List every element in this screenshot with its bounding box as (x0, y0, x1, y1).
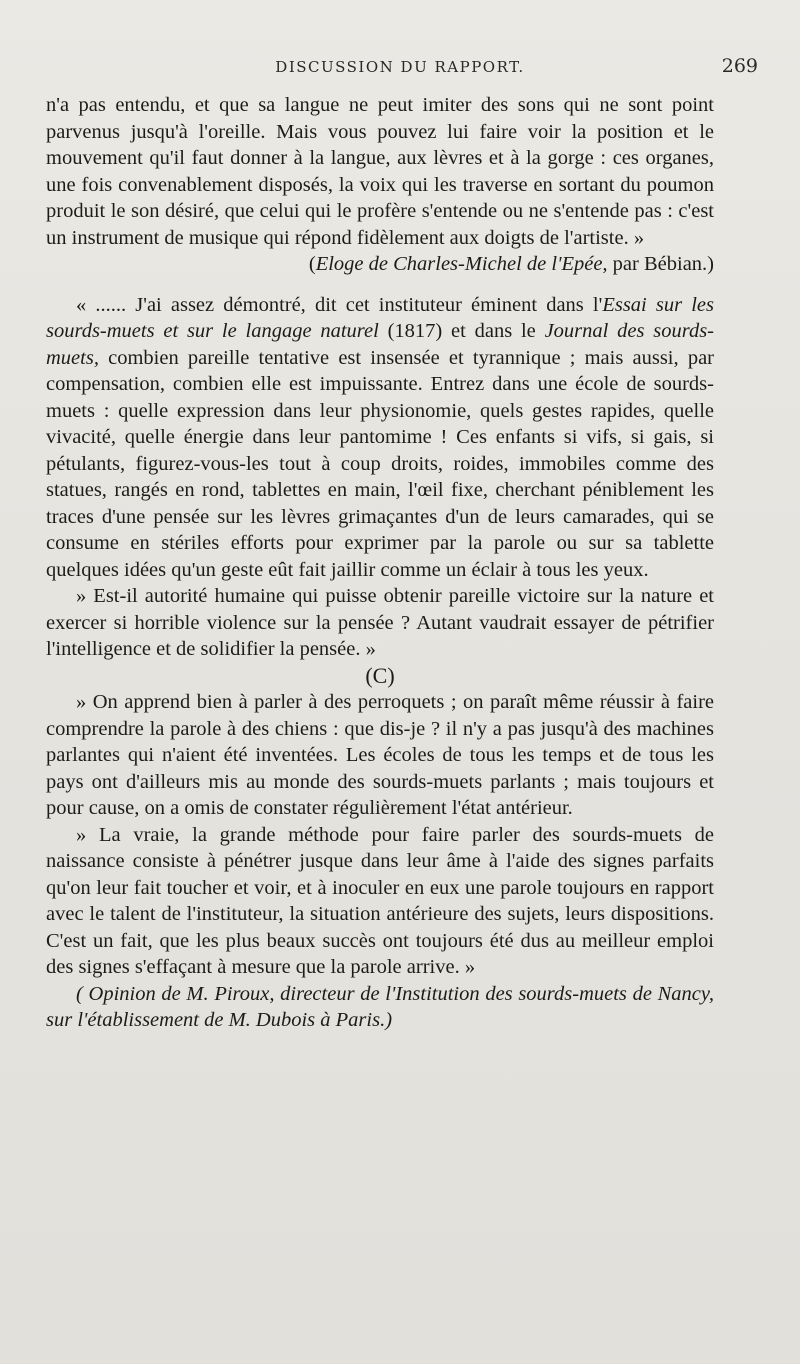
paragraph: » Est-il autorité humaine qui puisse obtenir pareille victoire sur la nature et exercer si horrible violence sur la pensée ? Autant vaudrait essayer de pétrifier l'intelligence et de solidifier la pensée. » (46, 585, 714, 660)
running-header: DISCUSSION DU RAPPORT. (275, 58, 525, 76)
page-body (46, 92, 714, 1034)
paragraph: » On apprend bien à parler à des perroquets ; on paraît même réussir à faire comprendre la parole à des chiens : que dis-je ? il n'y a pas jusqu'à des machines parlantes qui n'aient été inventées. Les écoles de tous les temps et de tous les pays ont d'ailleurs mis au monde des sourds-muets parlants ; mais toujours et pour cause, on a omis de constater régulièrement l'état antérieur. (46, 691, 714, 819)
page-number: 269 (721, 55, 758, 77)
paragraph: « ...... J'ai assez démontré, dit cet instituteur éminent dans l'Essai sur les sourds-muets et sur le langage naturel (1817) et dans le Journal des sourds-muets, combien pareille tentative est insensée et tyrannique ; mais aussi, par compensation, combien elle est impuissante. Entrez dans une école de sourds-muets : quelle expression dans leur physionomie, quels gestes rapides, quelle vivacité, quelle énergie dans leur pantomime ! Ces enfants si vifs, si gais, si pétulants, figurez-vous-les tout à coup droits, roides, immobiles comme des statues, rangés en rond, tablettes en main, l'œil fixe, cherchant péniblement les traces d'une pensée sur les lèvres grimaçantes d'un de leurs camarades, qui se consume en stériles efforts pour exprimer par la parole ou sur sa tablette quelques idées qu'un geste eût fait jaillir comme un éclair à tous les yeux. (46, 293, 714, 581)
paragraph: n'a pas entendu, et que sa langue ne peut imiter des sons qui ne sont point parvenus jusqu'à l'oreille. Mais vous pouvez lui faire voir la position et le mouvement qu'il faut donner à la langue, aux lèvres et à la gorge : ces organes, une fois convenablement disposés, la voix qui les traverse en sortant du poumon produit le son désiré, que celui qui le profère s'entende ou ne s'entende pas : c'est un instrument de musique qui répond fidèlement aux doigts de l'artiste. » (46, 94, 714, 249)
section-letter: (C) (365, 662, 395, 688)
citation: (Eloge de Charles-Michel de l'Epée, par Bébian.) (308, 253, 714, 275)
attribution: ( Opinion de M. Piroux, directeur de l'Institution des sourds-muets de Nancy, sur l'établissement de M. Dubois à Paris.) (46, 982, 714, 1031)
paragraph: » La vraie, la grande méthode pour faire parler des sourds-muets de naissance consiste à pénétrer jusque dans leur âme à l'aide des signes parfaits qu'on leur fait toucher et voir, et à inoculer en eux une parole toujours en rapport avec le talent de l'instituteur, la situation antérieure des sujets, leurs dispositions. C'est un fait, que les plus beaux succès ont toujours été dus au meilleur emploi des signes s'effaçant à mesure que la parole arrive. » (46, 823, 714, 978)
